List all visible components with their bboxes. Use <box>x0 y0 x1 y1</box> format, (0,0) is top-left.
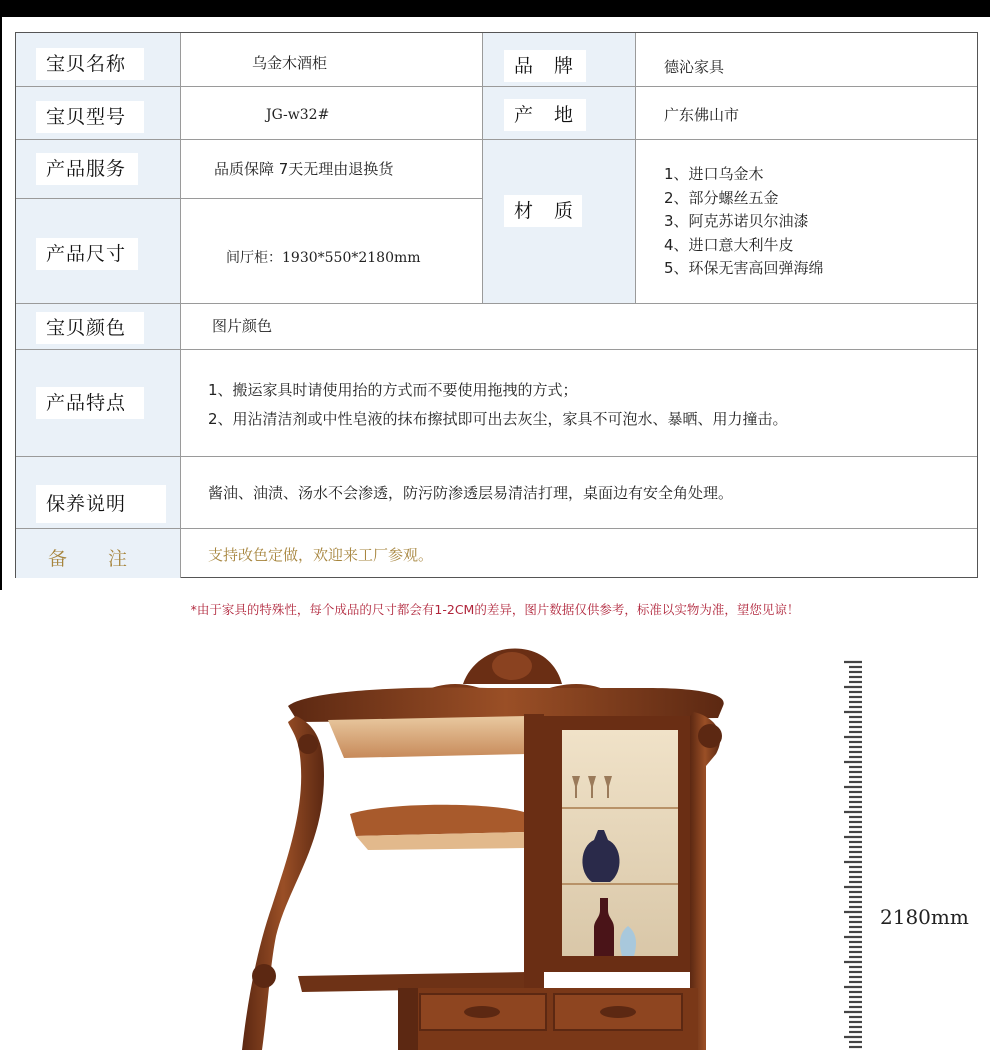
value-feature-1: 1、搬运家具时请使用抬的方式而不要使用拖拽的方式； <box>208 381 578 399</box>
label-care: 保养说明 <box>36 485 166 523</box>
value-size: 间厅柜：1930*550*2180mm <box>226 250 421 266</box>
label-material: 材 质 <box>504 195 582 227</box>
wine-cabinet-image <box>228 636 730 1050</box>
material-item: 3、阿克苏诺贝尔油漆 <box>664 212 809 230</box>
height-ruler <box>838 660 868 1050</box>
size-disclaimer: *由于家具的特殊性，每个成品的尺寸都会有1-2CM的差异，图片数据仅供参考，标准以实物为准，望您见谅！ <box>190 602 800 617</box>
value-remark: 支持改色定做，欢迎来工厂参观。 <box>208 546 434 564</box>
label-color: 宝贝颜色 <box>36 312 144 344</box>
value-product-name: 乌金木酒柜 <box>252 54 328 72</box>
value-service: 品质保障 7天无理由退换货 <box>214 160 394 178</box>
value-color: 图片颜色 <box>212 317 273 335</box>
label-origin: 产 地 <box>504 99 586 131</box>
value-model: JG-w32# <box>266 107 330 123</box>
height-label: 2180mm <box>880 905 969 929</box>
label-size: 产品尺寸 <box>36 238 138 270</box>
value-origin: 广东佛山市 <box>664 106 740 124</box>
label-brand: 品 牌 <box>504 50 586 82</box>
value-brand: 德沁家具 <box>664 58 725 76</box>
left-edge-line <box>0 17 2 590</box>
label-features: 产品特点 <box>36 387 144 419</box>
label-service: 产品服务 <box>36 153 138 185</box>
material-list <box>664 163 824 281</box>
label-remark: 备 注 <box>48 548 129 570</box>
label-product-name: 宝贝名称 <box>36 48 144 80</box>
spec-table <box>15 32 978 578</box>
material-item: 5、环保无害高回弹海绵 <box>664 259 824 277</box>
top-black-bar <box>0 0 990 17</box>
label-model: 宝贝型号 <box>36 101 144 133</box>
material-item: 1、进口乌金木 <box>664 165 764 183</box>
value-care: 酱油、油渍、汤水不会渗透，防污防渗透层易清洁打理，桌面边有安全角处理。 <box>208 484 734 502</box>
material-item: 4、进口意大利牛皮 <box>664 235 794 254</box>
material-item: 2、部分螺丝五金 <box>664 188 779 207</box>
value-feature-2: 2、用沾清洁剂或中性皂液的抹布擦拭即可出去灰尘，家具不可泡水、暴晒、用力撞击。 <box>208 410 788 428</box>
